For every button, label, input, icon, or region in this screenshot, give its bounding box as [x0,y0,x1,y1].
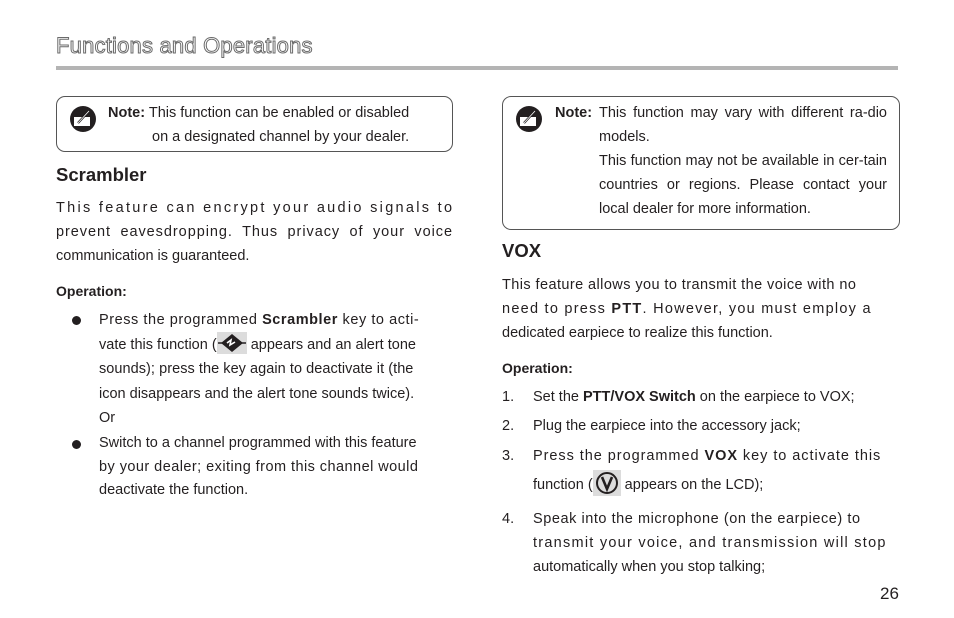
note-pad-icon [69,105,97,133]
title-divider [56,66,898,70]
note-box-vox [502,96,900,230]
note-paragraph-1: This function may vary with different ra-dio models. [599,105,887,145]
vox-step-1: 1. Set the PTT/VOX Switch on the earpiece to VOX; [502,389,855,405]
vox-step-3: 3. Press the programmed VOX key to activate this function ( appears on the LCD); [533,444,881,498]
note-text [599,101,887,221]
operation-label-vox: Operation: [502,360,573,376]
scrambler-diamond-icon [217,332,247,354]
vox-circle-icon [593,470,621,496]
section-heading-vox: VOX [502,240,542,261]
section-heading-scrambler: Scrambler [56,164,147,185]
operation-label-scrambler: Operation: [56,283,127,299]
bullet-dot [72,440,81,449]
note-text-line-1: Note: This function can be enabled or disabled [108,105,410,121]
vox-step-4: 4. Speak into the microphone (on the earpiece) to transmit your voice, and transmission will stop automatically when you stop talking; [502,511,887,575]
note-text-line-2: on a designated channel by your dealer. [152,129,410,145]
note-label: Note: [108,105,146,121]
vox-intro: This feature allows you to transmit the voice with no need to press PTT. However, you must employ a dedicated earpiece to realize this function. [502,277,872,341]
vox-step-2: 2. Plug the earpiece into the accessory jack; [502,418,801,434]
page-title: Functions and Operations [56,33,313,58]
note-box-scrambler [56,96,453,152]
note-label: Note: [555,105,593,121]
scrambler-intro: This feature can encrypt your audio signals to prevent eavesdropping. Thus privacy of your voice communication is guaranteed. [56,200,455,264]
scrambler-bullet-2: Switch to a channel programmed with this feature by your dealer; exiting from this channel would deactivate the function. [99,432,452,503]
note-paragraph-2: This function may not be available in cer-tain countries or regions. Please contact your local dealer for more information. [599,153,887,217]
bullet-dot [72,316,81,325]
page-number: 26 [880,584,899,603]
note-pad-icon [515,105,543,133]
scrambler-bullet-1: Press the programmed Scrambler key to acti- vate this function ( appears and an alert tone sounds); press the key again to deactivate it (the icon disappears and the alert tone sounds twice). Or [99,308,452,431]
